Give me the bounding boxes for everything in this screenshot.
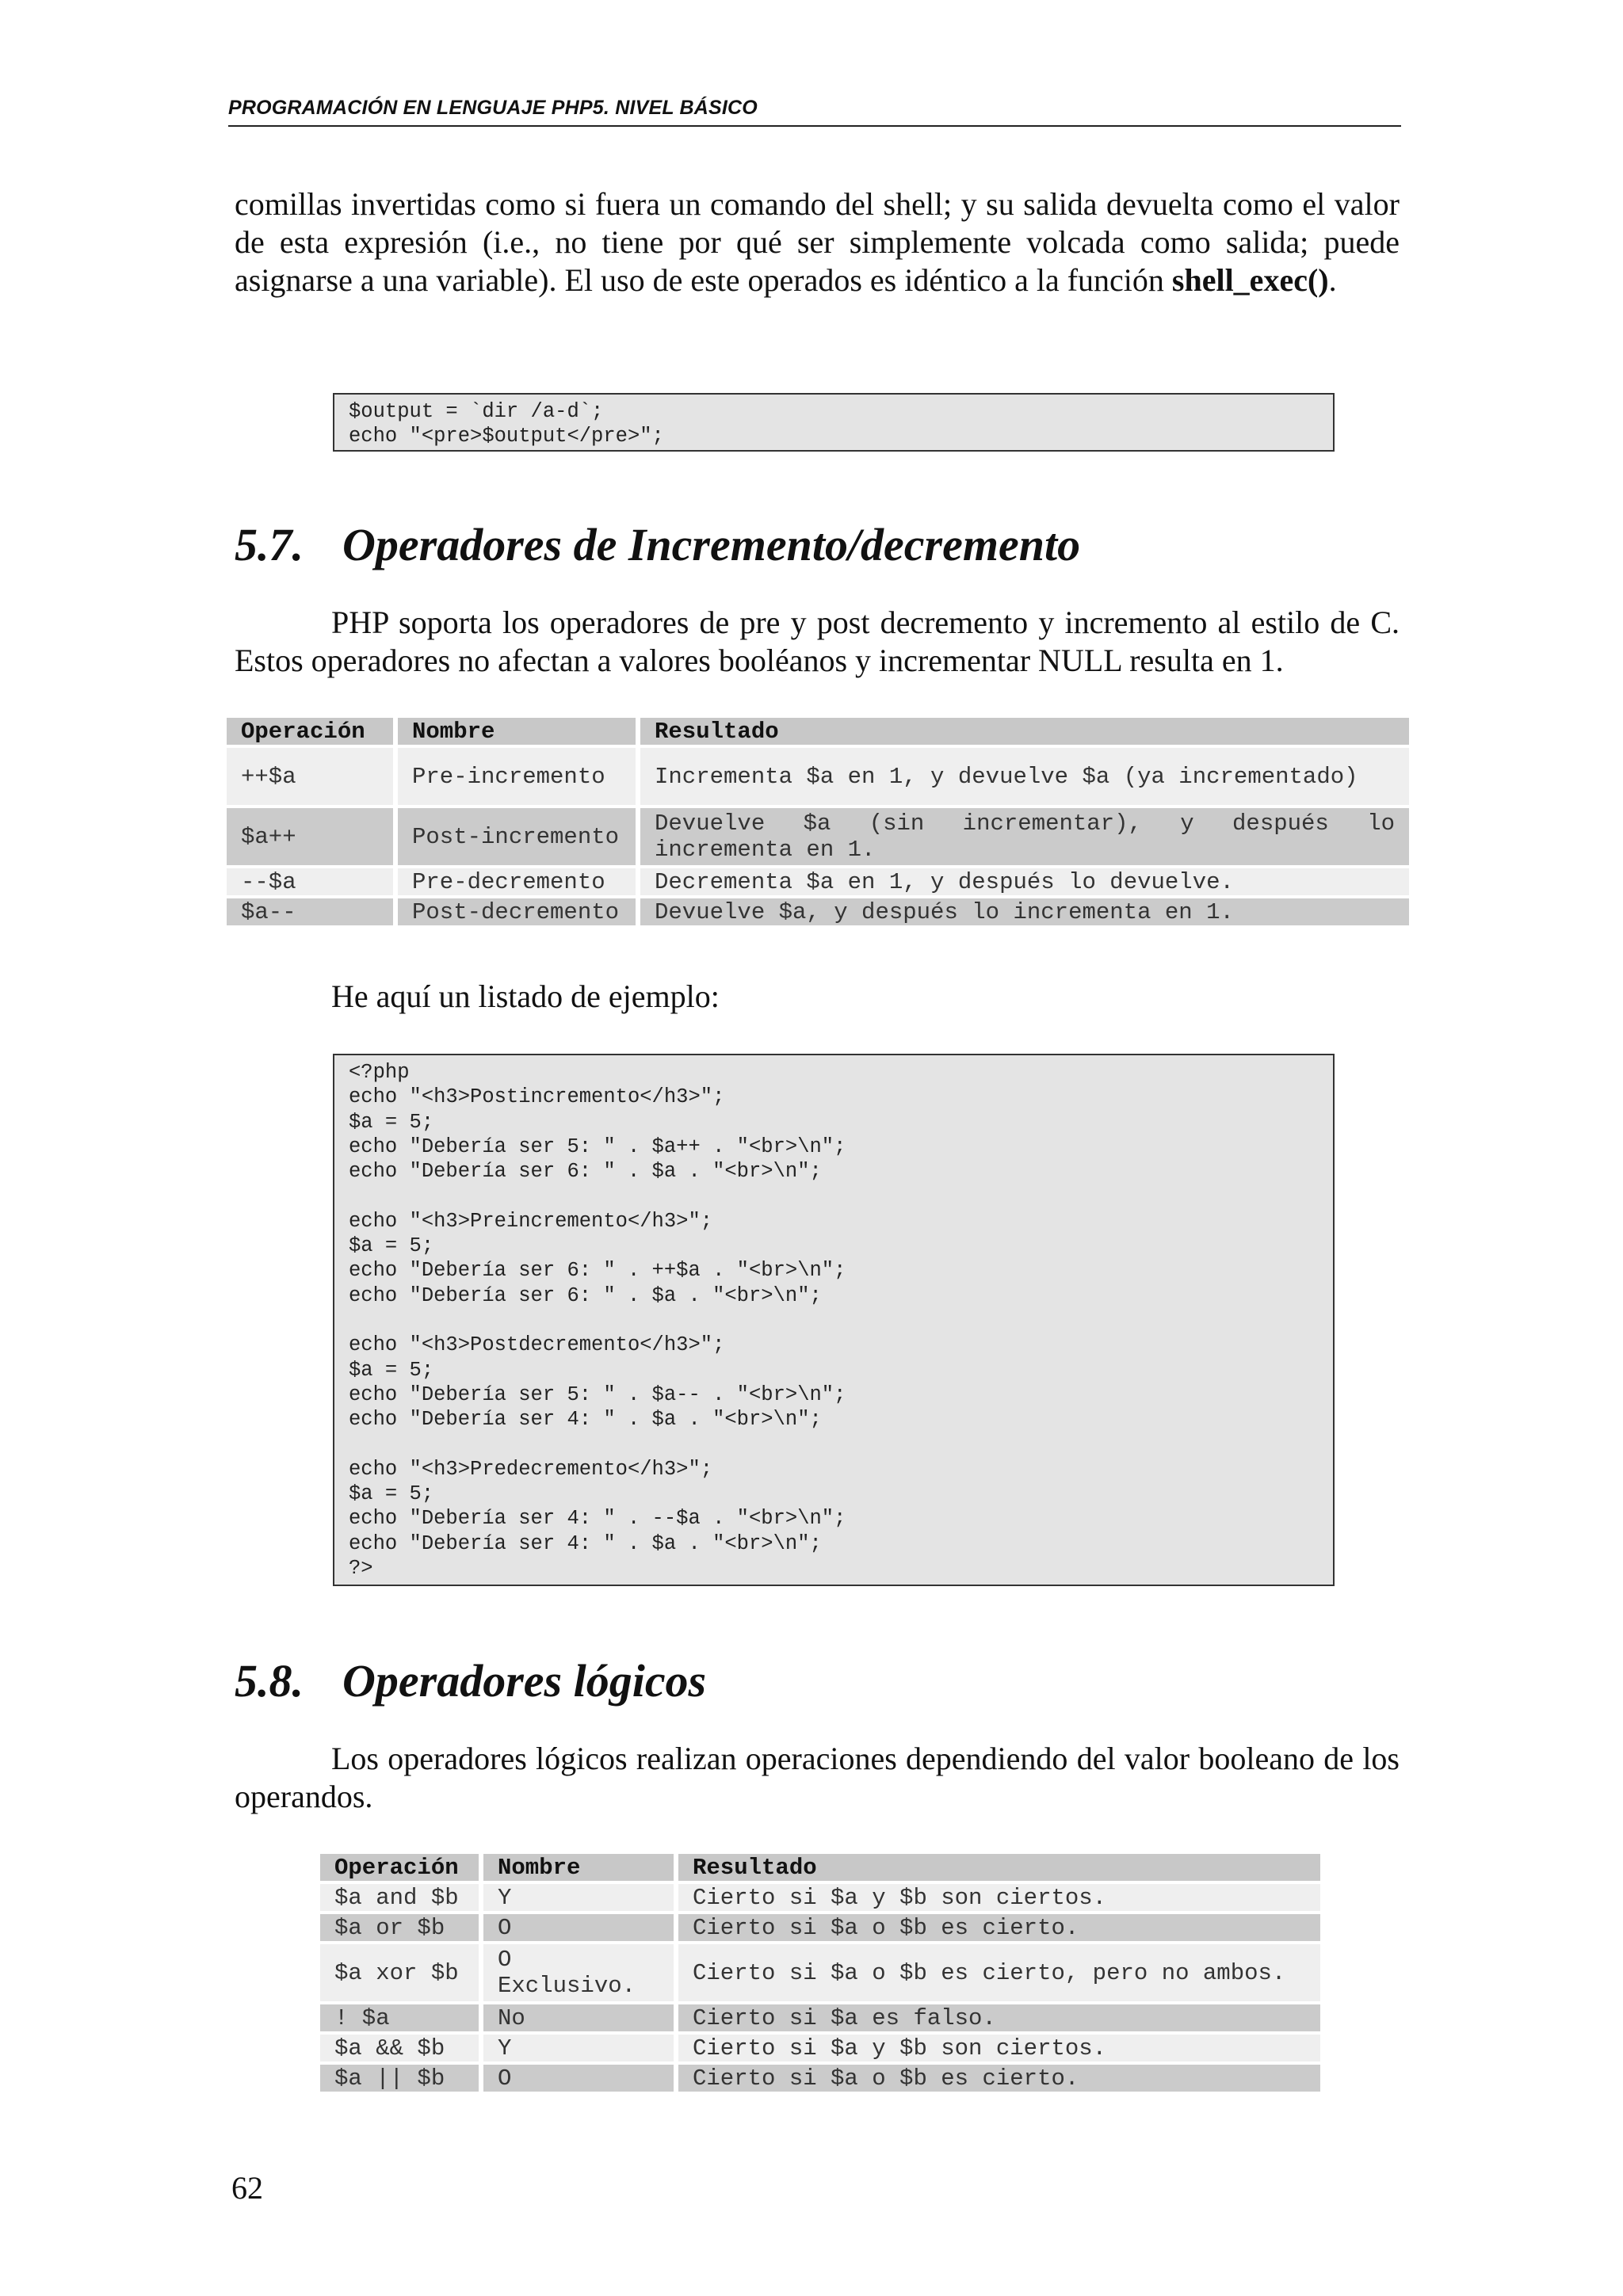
cell-resultado: Decrementa $a en 1, y después lo devuelve. xyxy=(640,868,1409,895)
table-row xyxy=(227,868,1409,895)
code-line: echo "<h3>Preincremento</h3>"; xyxy=(349,1209,713,1233)
section-heading-5-7 xyxy=(235,518,1080,571)
header-rule xyxy=(228,125,1401,127)
code-block-example xyxy=(333,1054,1335,1586)
header-nombre: Nombre xyxy=(398,718,636,745)
cell-nombre: No xyxy=(483,2004,674,2031)
section-heading-5-8 xyxy=(235,1654,706,1707)
cell-nombre: Pre-decremento xyxy=(398,868,636,895)
code-line: echo "Debería ser 4: " . $a . "<br>\n"; xyxy=(349,1408,822,1432)
cell-operacion: --$a xyxy=(227,868,393,895)
code-line: echo "Debería ser 6: " . $a . "<br>\n"; xyxy=(349,1283,822,1307)
cell-nombre: O xyxy=(483,1914,674,1941)
code-line: $a = 5; xyxy=(349,1234,434,1258)
cell-operacion: $a or $b xyxy=(320,1914,479,1941)
table-row xyxy=(227,748,1409,805)
code-line: ?> xyxy=(349,1556,373,1580)
intro-paragraph xyxy=(235,185,1400,299)
running-header: PROGRAMACIÓN EN LENGUAJE PHP5. NIVEL BÁSICO xyxy=(228,97,758,119)
code-line: echo "<h3>Predecremento</h3>"; xyxy=(349,1457,713,1481)
code-line: echo "Debería ser 4: " . --$a . "<br>\n"; xyxy=(349,1507,846,1531)
section2-body: Los operadores lógicos realizan operaciones dependiendo del valor booleano de los operandos. xyxy=(235,1741,1400,1814)
cell-nombre: Post-incremento xyxy=(398,808,636,865)
cell-nombre: Post-decremento xyxy=(398,898,636,925)
cell-resultado: Cierto si $a o $b es cierto, pero no ambos. xyxy=(678,1944,1320,2001)
cell-resultado: Cierto si $a y $b son ciertos. xyxy=(678,2035,1320,2061)
cell-nombre: Pre-incremento xyxy=(398,748,636,805)
cell-operacion: $a-- xyxy=(227,898,393,925)
section1-body: PHP soporta los operadores de pre y post decremento y incremento al estilo de C. Estos operadores no afectan a valores booléanos y incrementar NULL resulta en 1. xyxy=(235,605,1400,678)
logical-operators-table xyxy=(315,1851,1325,2095)
cell-nombre: O Exclusivo. xyxy=(483,1944,674,2001)
table-row xyxy=(320,1914,1320,1941)
table-header-row xyxy=(227,718,1409,745)
table-header-row xyxy=(320,1854,1320,1881)
code-line: $output = `dir /a-d`; xyxy=(349,400,604,423)
section-number: 5.8. xyxy=(235,1655,304,1707)
header-resultado: Resultado xyxy=(640,718,1409,745)
code-line: echo "<h3>Postdecremento</h3>"; xyxy=(349,1333,725,1357)
cell-resultado: Cierto si $a es falso. xyxy=(678,2004,1320,2031)
table-row xyxy=(320,1884,1320,1911)
section-title: Operadores de Incremento/decremento xyxy=(342,519,1081,570)
code-line: echo "Debería ser 4: " . $a . "<br>\n"; xyxy=(349,1531,822,1555)
cell-nombre: Y xyxy=(483,1884,674,1911)
code-line: $a = 5; xyxy=(349,1482,434,1506)
header-operacion: Operación xyxy=(320,1854,479,1881)
code-line xyxy=(349,1432,1319,1456)
cell-nombre: Y xyxy=(483,2035,674,2061)
code-line: $a = 5; xyxy=(349,1110,434,1134)
section-number: 5.7. xyxy=(235,519,304,570)
header-nombre: Nombre xyxy=(483,1854,674,1881)
cell-resultado: Cierto si $a o $b es cierto. xyxy=(678,2065,1320,2092)
cell-resultado: Cierto si $a y $b son ciertos. xyxy=(678,1884,1320,1911)
code-line: $a = 5; xyxy=(349,1358,434,1382)
table-row xyxy=(320,2065,1320,2092)
page-number: 62 xyxy=(231,2170,263,2206)
cell-resultado: Devuelve $a, y después lo incrementa en 1. xyxy=(640,898,1409,925)
cell-operacion: $a++ xyxy=(227,808,393,865)
example-intro: He aquí un listado de ejemplo: xyxy=(331,978,720,1014)
table-row xyxy=(227,898,1409,925)
table-row xyxy=(227,808,1409,865)
code-line: echo "Debería ser 5: " . $a-- . "<br>\n"; xyxy=(349,1383,846,1406)
code-block-backtick xyxy=(333,393,1335,452)
header-operacion: Operación xyxy=(227,718,393,745)
code-line: echo "<h3>Postincremento</h3>"; xyxy=(349,1085,725,1109)
cell-resultado: Devuelve $a (sin incrementar), y después lo incrementa en 1. xyxy=(640,808,1409,865)
shell-exec-function: shell_exec() xyxy=(1171,262,1329,298)
cell-operacion: ! $a xyxy=(320,2004,479,2031)
code-line: echo "<pre>$output</pre>"; xyxy=(349,425,664,448)
increment-operators-table xyxy=(222,715,1414,929)
code-line: echo "Debería ser 5: " . $a++ . "<br>\n"; xyxy=(349,1135,846,1158)
table-row xyxy=(320,2004,1320,2031)
cell-resultado: Incrementa $a en 1, y devuelve $a (ya incrementado) xyxy=(640,748,1409,805)
intro-text: comillas invertidas como si fuera un comando del shell; y su salida devuelta como el valor de esta expresión (i.e., no tiene por qué ser simplemente volcada como salida; puede asignarse a una variable). El uso de este operados es idéntico a la función xyxy=(235,186,1400,298)
code-line: <?php xyxy=(349,1061,410,1084)
cell-operacion: ++$a xyxy=(227,748,393,805)
section-title: Operadores lógicos xyxy=(342,1655,707,1707)
cell-operacion: $a and $b xyxy=(320,1884,479,1911)
cell-operacion: $a || $b xyxy=(320,2065,479,2092)
table-row xyxy=(320,2035,1320,2061)
cell-operacion: $a && $b xyxy=(320,2035,479,2061)
code-line: echo "Debería ser 6: " . $a . "<br>\n"; xyxy=(349,1160,822,1184)
intro-end: . xyxy=(1328,262,1337,298)
header-resultado: Resultado xyxy=(678,1854,1320,1881)
cell-operacion: $a xor $b xyxy=(320,1944,479,2001)
table-row xyxy=(320,1944,1320,2001)
cell-resultado: Cierto si $a o $b es cierto. xyxy=(678,1914,1320,1941)
code-line: echo "Debería ser 6: " . ++$a . "<br>\n"; xyxy=(349,1259,846,1283)
code-line xyxy=(349,1308,1319,1333)
cell-nombre: O xyxy=(483,2065,674,2092)
code-line xyxy=(349,1184,1319,1208)
